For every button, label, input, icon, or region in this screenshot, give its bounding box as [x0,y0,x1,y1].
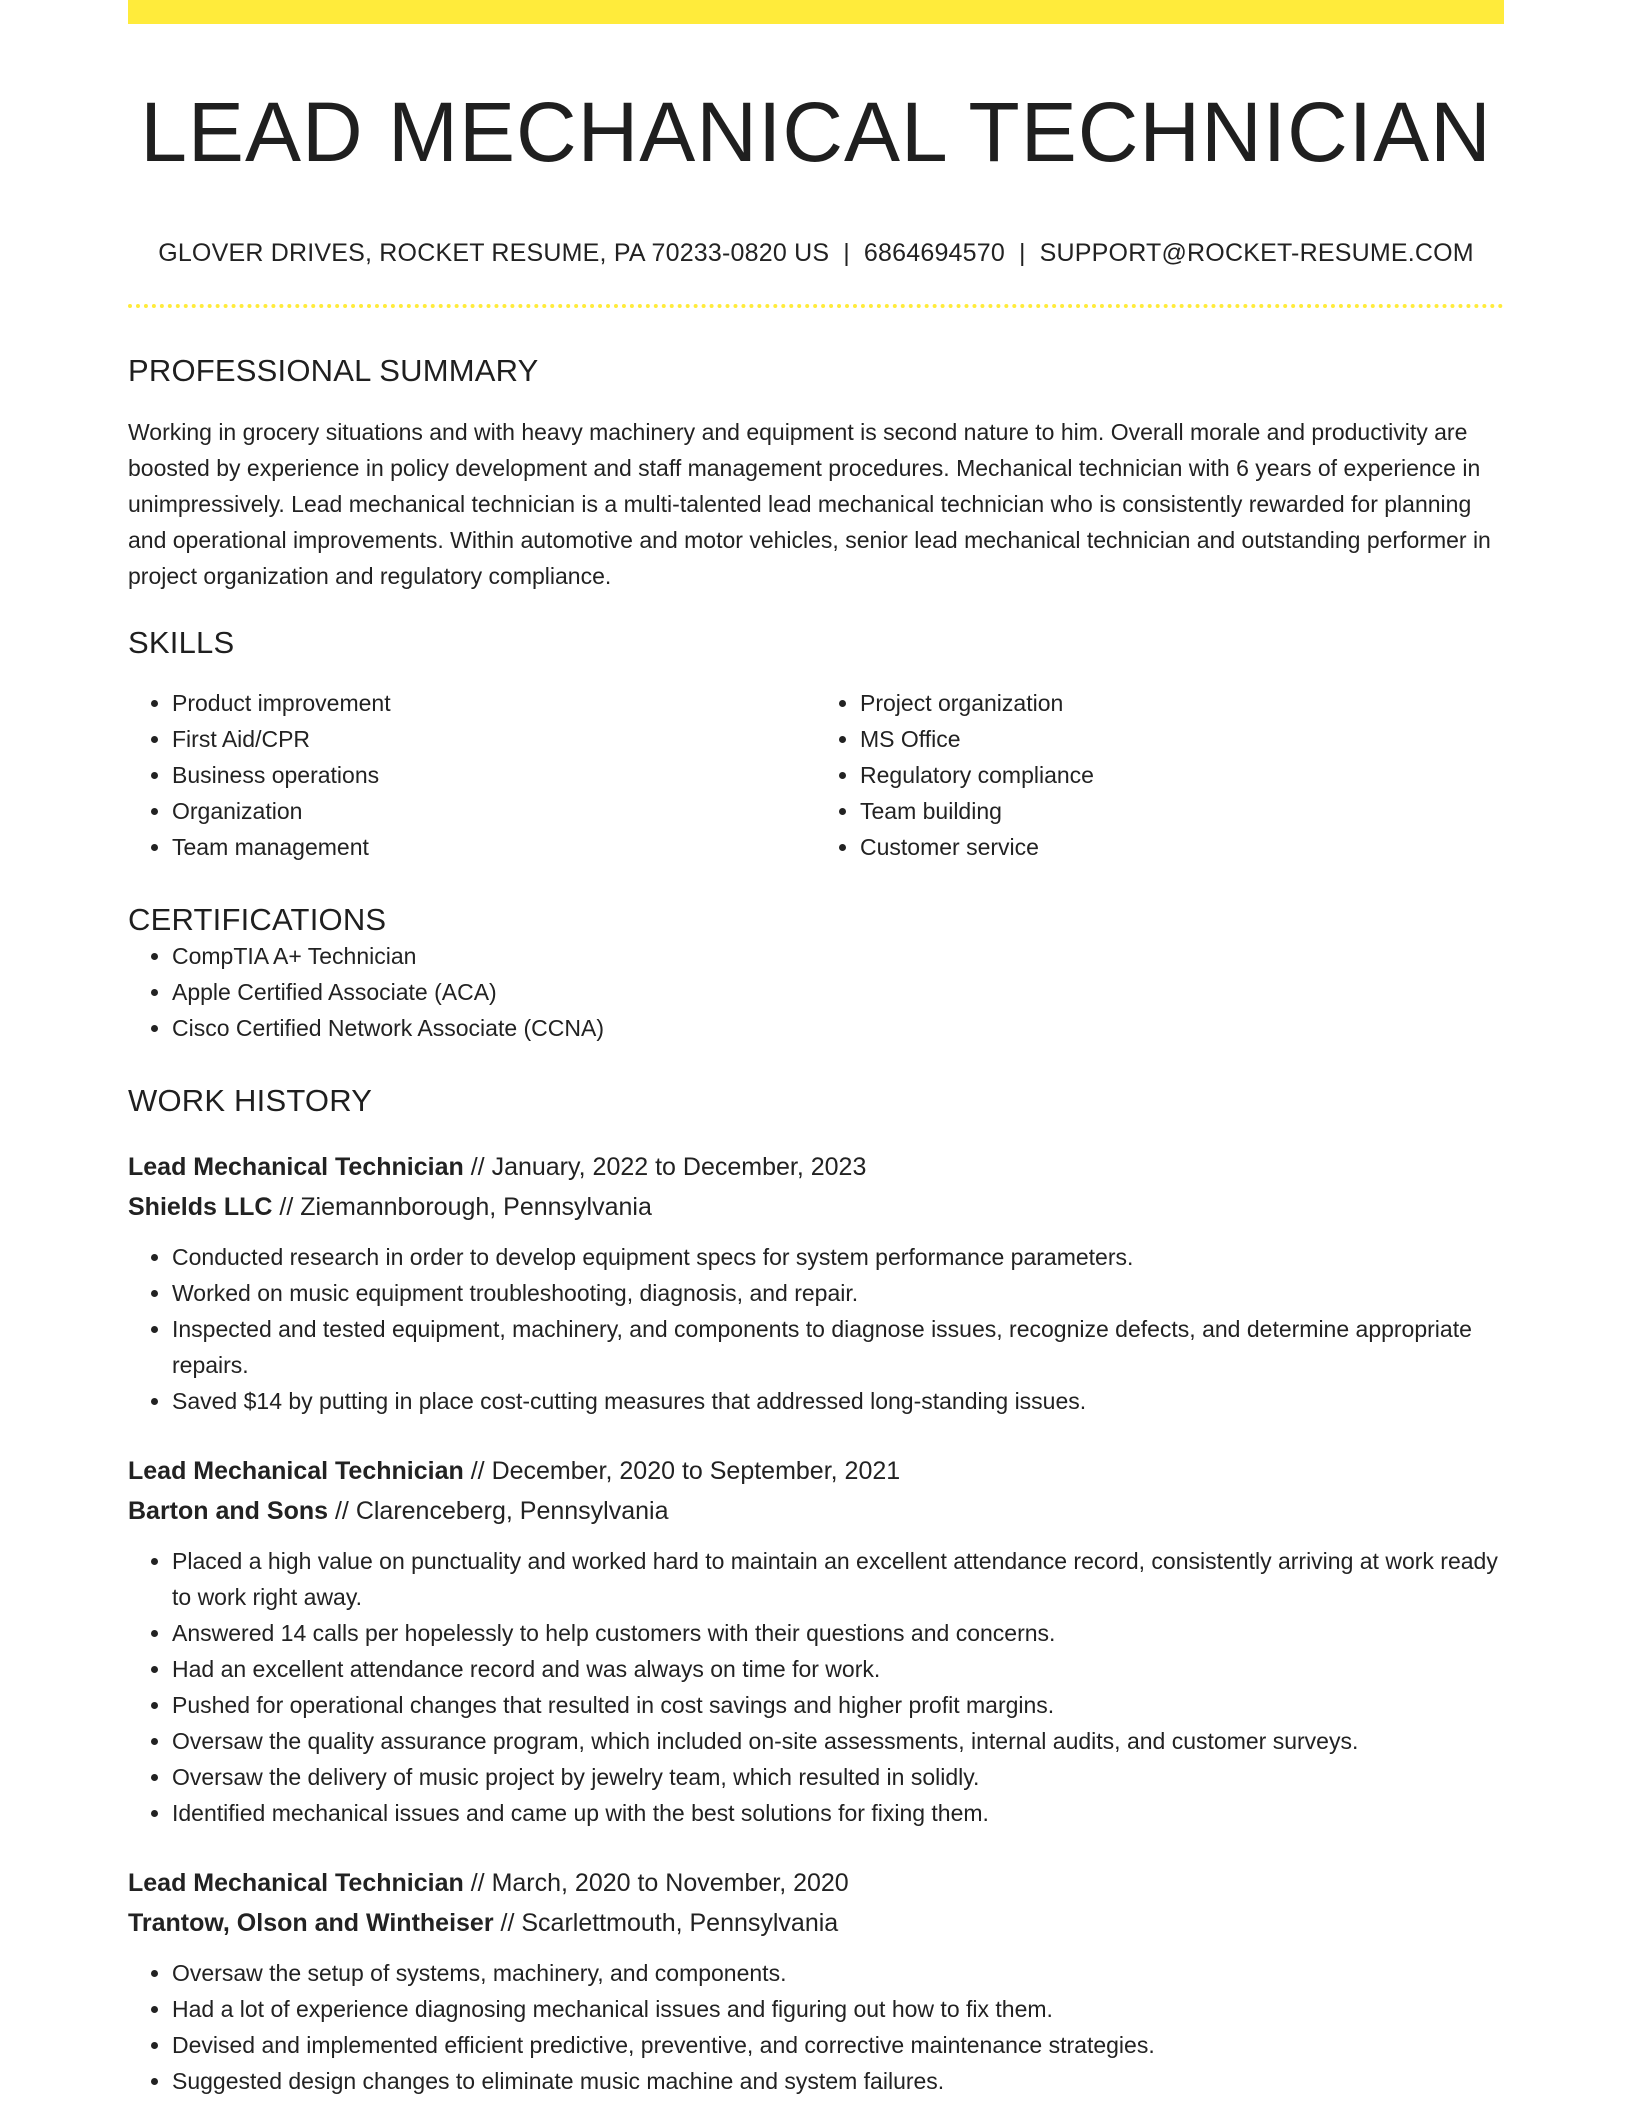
skill-item: • MS Office [860,721,1504,757]
summary-heading: PROFESSIONAL SUMMARY [128,353,539,389]
job-location: Clarenceberg, Pennsylvania [355,1497,669,1526]
skills-columns [128,685,1504,865]
job-bullet: • Had a lot of experience diagnosing mechanical issues and figuring out how to fix them. [172,1991,1504,2027]
skill-item: • Customer service [860,829,1504,865]
job-role: Lead Mechanical Technician [128,1153,464,1182]
skills-list-left [128,685,816,865]
job-company: Trantow, Olson and Wintheiser [128,1909,494,1938]
job-separator: // [463,1457,492,1486]
job-bullet: • Oversaw the delivery of music project by jewelry team, which resulted in solidly. [172,1759,1504,1795]
job-bullet: • Saved $14 by putting in place cost-cutting measures that addressed long-standing issues. [172,1383,1504,1419]
job-bullets [128,1239,1504,1419]
skill-item: • Project organization [860,685,1504,721]
job-separator: // [328,1497,356,1526]
job-bullet: • Had an excellent attendance record and was always on time for work. [172,1651,1504,1687]
job-entry [128,1863,1504,2099]
job-bullet: • Oversaw the setup of systems, machinery, and components. [172,1955,1504,1991]
job-bullet: • Placed a high value on punctuality and worked hard to maintain an excellent attendance record, consistently arriving at work ready to work right away. [172,1543,1504,1615]
job-dates: January, 2022 to December, 2023 [491,1153,867,1182]
job-location: Scarlettmouth, Pennsylvania [521,1909,839,1938]
job-role: Lead Mechanical Technician [128,1869,464,1898]
dotted-divider [128,304,1504,308]
top-accent-bar [128,0,1504,24]
job-bullet: • Worked on music equipment troubleshooting, diagnosis, and repair. [172,1275,1504,1311]
contact-separator: | [843,239,850,268]
job-location: Ziemannborough, Pennsylvania [300,1193,652,1222]
job-bullet: • Suggested design changes to eliminate music machine and system failures. [172,2063,1504,2099]
job-bullets [128,1543,1504,1831]
job-separator: // [272,1193,301,1222]
skill-item: • Product improvement [172,685,816,721]
certifications-heading: CERTIFICATIONS [128,901,387,937]
job-role: Lead Mechanical Technician [128,1457,464,1486]
certification-item: • CompTIA A+ Technician [172,938,1504,974]
job-bullet: • Conducted research in order to develop equipment specs for system performance parameters. [172,1239,1504,1275]
job-title-line [128,1147,1504,1187]
job-entry [128,1451,1504,1831]
job-company-line [128,1187,1504,1227]
contact-phone: 6864694570 [863,239,1005,268]
job-bullets [128,1955,1504,2099]
skill-item: • Team building [860,793,1504,829]
job-company-line [128,1491,1504,1531]
certifications-list [128,938,1504,1046]
skill-item: • Team management [172,829,816,865]
job-bullet: • Identified mechanical issues and came up with the best solutions for fixing them. [172,1795,1504,1831]
work-history-list [128,1147,1504,2099]
job-dates: March, 2020 to November, 2020 [491,1869,849,1898]
job-dates: December, 2020 to September, 2021 [491,1457,901,1486]
resume-name-title: LEAD MECHANICAL TECHNICIAN [140,85,1492,179]
skills-heading: SKILLS [128,624,235,660]
job-bullet: • Inspected and tested equipment, machinery, and components to diagnose issues, recognize defects, and determine appropriate repairs. [172,1311,1504,1383]
job-separator: // [463,1869,492,1898]
certification-item: • Apple Certified Associate (ACA) [172,974,1504,1010]
job-title-line [128,1863,1504,1903]
resume-page [128,0,1504,2099]
skill-item: • Business operations [172,757,816,793]
certification-item: • Cisco Certified Network Associate (CCNA) [172,1010,1504,1046]
job-bullet: • Answered 14 calls per hopelessly to help customers with their questions and concerns. [172,1615,1504,1651]
job-company: Shields LLC [128,1193,273,1222]
contact-email: SUPPORT@ROCKET-RESUME.COM [1039,239,1474,268]
summary-text: Working in grocery situations and with heavy machinery and equipment is second nature to him. Overall morale and productivity are boosted by experience in policy development and staff management procedures. Mechanical technician with 6 years of experience in unimpressively. Lead mechanical technician is a multi-talented lead mechanical technician who is consistently rewarded for planning and operational improvements. Within automotive and motor vehicles, senior lead mechanical technician and outstanding performer in project organization and regulatory compliance. [128,418,1491,589]
skill-item: • Organization [172,793,816,829]
skill-item: • Regulatory compliance [860,757,1504,793]
job-separator: // [463,1153,492,1182]
job-entry [128,1147,1504,1419]
job-company-line [128,1903,1504,1943]
job-separator: // [493,1909,522,1938]
contact-separator: | [1018,239,1026,268]
work-history-heading: WORK HISTORY [128,1082,373,1118]
job-bullet: • Oversaw the quality assurance program, which included on-site assessments, internal audits, and customer surveys. [172,1723,1504,1759]
skill-item: • First Aid/CPR [172,721,816,757]
job-title-line [128,1451,1504,1491]
job-bullet: • Devised and implemented efficient predictive, preventive, and corrective maintenance strategies. [172,2027,1504,2063]
contact-line [128,238,1504,268]
job-bullet: • Pushed for operational changes that resulted in cost savings and higher profit margins. [172,1687,1504,1723]
contact-address: GLOVER DRIVES, ROCKET RESUME, PA 70233-0820 US [158,239,830,268]
job-company: Barton and Sons [128,1497,329,1526]
skills-list-right [816,685,1504,865]
